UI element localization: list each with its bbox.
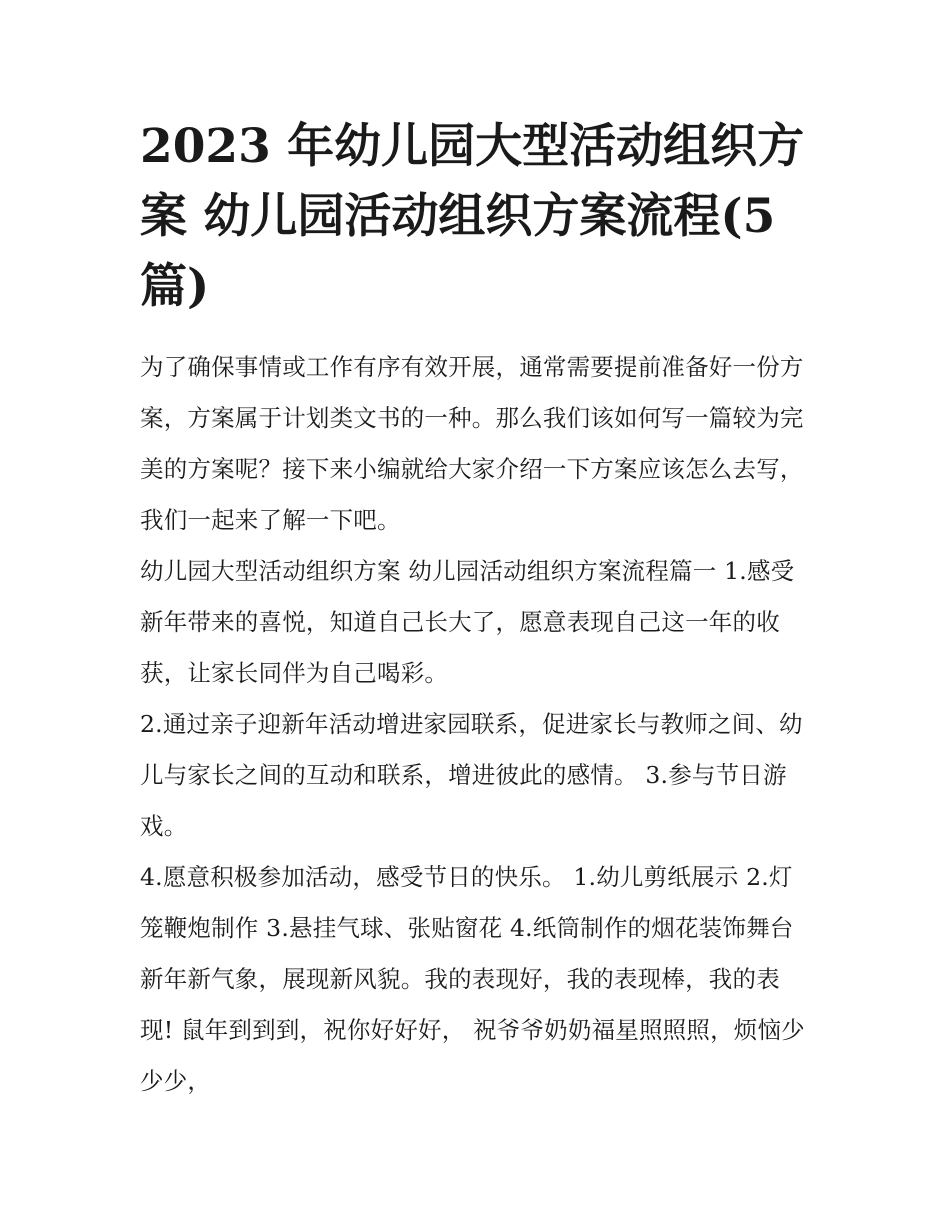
paragraph-goal-two: 2.通过亲子迎新年活动增进家园联系，促进家长与教师之间、幼儿与家长之间的互动和联系，增进彼此的感情。 3.参与节日游戏。: [140, 710, 803, 840]
paragraph-section-one: 幼儿园大型活动组织方案 幼儿园活动组织方案流程篇一 1.感受新年带来的喜悦，知道自己长大了，愿意表现自己这一年的收获，让家长同伴为自己喝彩。: [140, 557, 795, 687]
document-title: 2023 年幼儿园大型活动组织方案 幼儿园活动组织方案流程(5篇): [140, 119, 805, 314]
paragraph-goal-four: 4.愿意积极参加活动，感受节日的快乐。 1.幼儿剪纸展示 2.灯笼鞭炮制作 3.悬挂气球、张贴窗花 4.纸筒制作的烟花装饰舞台新年新气象，展现新风貌。我的表现好，我的表现棒，我的表现! 鼠年到到到，祝你好好好， 祝爷爷奶奶福星照照照，烦恼少少少，: [140, 863, 805, 1095]
paragraph-intro: 为了确保事情或工作有序有效开展，通常需要提前准备好一份方案，方案属于计划类文书的一种。那么我们该如何写一篇较为完美的方案呢？接下来小编就给大家介绍一下方案应该怎么去写，我们一起来了解一下吧。: [140, 353, 804, 534]
document-page: [140, 112, 812, 1107]
